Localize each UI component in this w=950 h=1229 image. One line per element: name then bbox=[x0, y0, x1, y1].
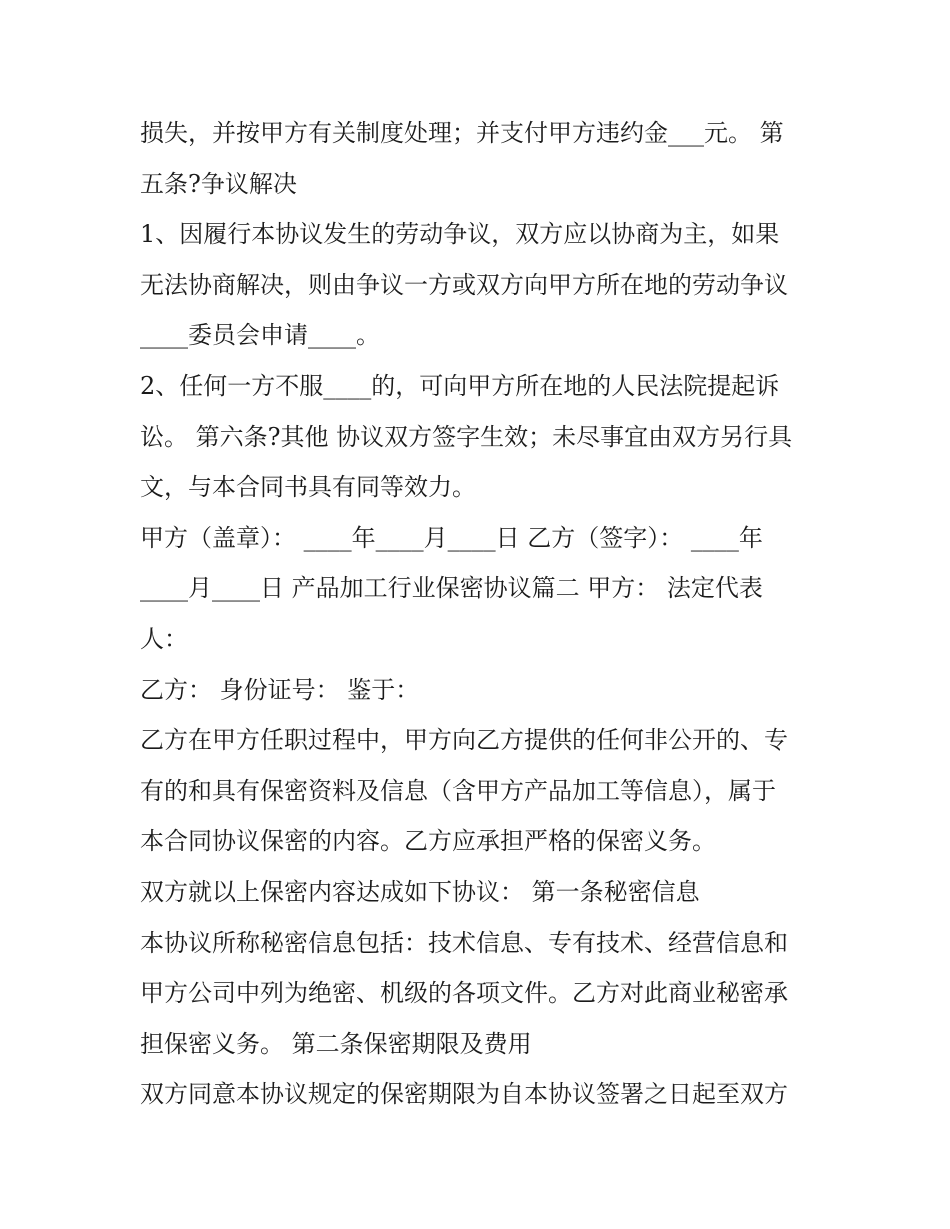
text-line: 有的和具有保密资料及信息（含甲方产品加工等信息），属于 bbox=[140, 776, 776, 805]
text-line: 双方就以上保密内容达成如下协议： 第一条秘密信息 bbox=[140, 877, 700, 906]
text-line: 本协议所称秘密信息包括：技术信息、专有技术、经营信息和 bbox=[140, 928, 788, 957]
text-line: ____委员会申请____。 bbox=[140, 321, 380, 350]
text-line: 乙方在甲方任职过程中，甲方向乙方提供的任何非公开的、专 bbox=[140, 726, 788, 755]
text-line: 甲方（盖章）： ____年____月____日 乙方（签字）： ____年 bbox=[140, 523, 763, 552]
text-line: 文，与本合同书具有同等效力。 bbox=[140, 473, 476, 502]
text-line: 双方同意本协议规定的保密期限为自本协议签署之日起至双方 bbox=[140, 1080, 788, 1109]
text-line: ____月____日 产品加工行业保密协议篇二 甲方： 法定代表 bbox=[140, 574, 763, 603]
text-line: 1、因履行本协议发生的劳动争议，双方应以协商为主，如果 bbox=[140, 220, 780, 249]
text-line: 讼。 第六条?其他 协议双方签字生效；未尽事宜由双方另行具 bbox=[140, 422, 793, 451]
text-line: 无法协商解决，则由争议一方或双方向甲方所在地的劳动争议 bbox=[140, 270, 788, 299]
text-line: 2、任何一方不服____的，可向甲方所在地的人民法院提起诉 bbox=[140, 371, 780, 400]
text-line: 甲方公司中列为绝密、机级的各项文件。乙方对此商业秘密承 bbox=[140, 979, 788, 1008]
text-line: 本合同协议保密的内容。乙方应承担严格的保密义务。 bbox=[140, 827, 716, 856]
text-line: 五条?争议解决 bbox=[140, 169, 297, 198]
text-line: 乙方： 身份证号： 鉴于： bbox=[140, 675, 420, 704]
text-line: 担保密义务。 第二条保密期限及费用 bbox=[140, 1029, 532, 1058]
text-line: 人： bbox=[140, 624, 188, 653]
document-body bbox=[140, 108, 820, 1120]
text-line: 损失，并按甲方有关制度处理；并支付甲方违约金___元。 第 bbox=[140, 119, 784, 147]
